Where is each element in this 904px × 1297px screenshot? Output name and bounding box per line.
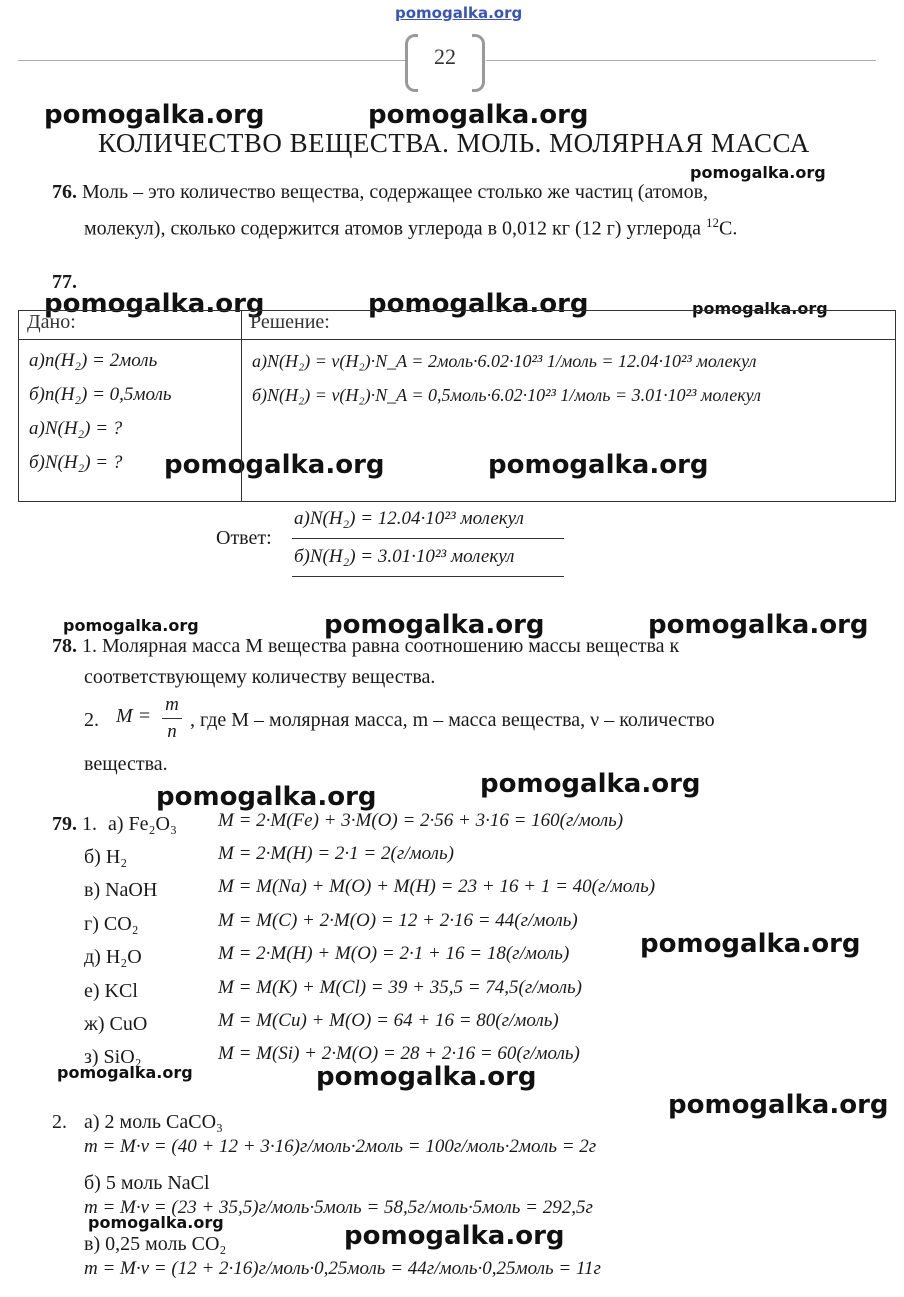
watermark: pomogalka.org xyxy=(480,769,701,799)
isotope-mass: 12 xyxy=(705,215,719,230)
mass-formula: m = M·ν = (12 + 2·16)г/моль·0,25моль = 44г/моль·0,25моль = 11г xyxy=(84,1258,601,1279)
fraction-bar xyxy=(162,718,182,719)
site-link[interactable]: pomogalka.org xyxy=(395,4,523,22)
given-item: а)N(H₂) = ? xyxy=(29,418,123,439)
compound-formula: M = 2·M(H) + M(O) = 2·1 + 16 = 18(г/моль) xyxy=(218,943,570,964)
problem-76-line2 xyxy=(84,207,737,245)
answer-rule xyxy=(292,538,564,539)
compound-formula: M = M(Na) + M(O) + M(H) = 23 + 16 + 1 = 40(г/моль) xyxy=(218,876,656,897)
watermark: pomogalka.org xyxy=(344,1221,565,1251)
watermark: pomogalka.org xyxy=(63,616,199,635)
compound-formula: M = M(K) + M(Cl) = 39 + 35,5 = 74,5(г/моль) xyxy=(218,977,582,998)
part-number: 2. xyxy=(52,1111,67,1133)
compound-label: г) CO₂ xyxy=(84,913,139,935)
watermark: pomogalka.org xyxy=(88,1213,224,1232)
compound-label: з) SiO₂ xyxy=(84,1046,142,1068)
formula-lhs: M = xyxy=(116,705,152,727)
answer-label: Ответ: xyxy=(216,527,272,549)
problem-number: 77. xyxy=(52,271,77,293)
solution-list xyxy=(242,340,895,412)
problem-78-line1 xyxy=(52,630,679,662)
given-item: а)n(H₂) = 2моль xyxy=(29,350,158,371)
watermark: pomogalka.org xyxy=(324,610,545,640)
given-item: б)N(H₂) = ? xyxy=(29,452,123,473)
solution-line: б)N(H₂) = ν(H₂)·N_A = 0,5моль·6.02·10²³ 1/моль = 3.01·10²³ молекул xyxy=(252,385,761,405)
compound-formula: M = 2·M(H) = 2·1 = 2(г/моль) xyxy=(218,843,454,864)
given-list xyxy=(19,340,241,480)
answer-b: б)N(H₂) = 3.01·10²³ молекул xyxy=(294,546,515,567)
solution-line: а)N(H₂) = ν(H₂)·N_A = 2моль·6.02·10²³ 1/моль = 12.04·10²³ молекул xyxy=(252,351,757,371)
compound-label: б) H₂ xyxy=(84,846,128,868)
given-cell xyxy=(19,311,242,502)
compound-label: ж) CuO xyxy=(84,1013,148,1035)
answer-a: а)N(H₂) = 12.04·10²³ молекул xyxy=(294,508,524,529)
watermark: pomogalka.org xyxy=(692,299,828,318)
mass-formula: m = M·ν = (23 + 35,5)г/моль·5моль = 58,5г/моль·5моль = 292,5г xyxy=(84,1197,593,1218)
page-number: 22 xyxy=(434,44,456,69)
fraction xyxy=(162,694,182,743)
problem-number: 76. xyxy=(52,181,77,203)
problem-78-text-1: 1. Молярная масса М вещества равна соотношению массы вещества к xyxy=(82,635,680,657)
isotope-element: С. xyxy=(718,217,738,240)
fraction-denominator: n xyxy=(167,721,177,742)
problem-79-head xyxy=(52,808,97,840)
watermark: pomogalka.org xyxy=(668,1090,889,1120)
fraction-numerator: m xyxy=(165,694,179,715)
compound-formula: M = M(Cu) + M(O) = 64 + 16 = 80(г/моль) xyxy=(218,1010,559,1031)
header-rule-right xyxy=(486,60,876,61)
problem-78-item2-num: 2. xyxy=(84,709,99,731)
compound-label: а) Fe₂O₃ xyxy=(108,813,177,835)
watermark: pomogalka.org xyxy=(44,100,265,130)
mass-formula: m = M·ν = (40 + 12 + 3·16)г/моль·2моль = 100г/моль·2моль = 2г xyxy=(84,1136,597,1157)
watermark: pomogalka.org xyxy=(57,1063,193,1082)
watermark: pomogalka.org xyxy=(316,1062,537,1092)
watermark: pomogalka.org xyxy=(44,289,265,319)
compound-label: д) H₂O xyxy=(84,946,142,968)
page-title: КОЛИЧЕСТВО ВЕЩЕСТВА. МОЛЬ. МОЛЯРНАЯ МАССА xyxy=(98,128,810,158)
compound-label: в) NaOH xyxy=(84,879,158,901)
problem-76-text-1: Моль – это количество вещества, содержащее столько же частиц (атомов, xyxy=(82,181,709,203)
compound-formula: M = M(Si) + 2·M(O) = 28 + 2·16 = 60(г/моль) xyxy=(218,1043,580,1064)
watermark: pomogalka.org xyxy=(164,450,385,480)
watermark: pomogalka.org xyxy=(690,163,826,182)
problem-78-text-2: соответствующему количеству вещества. xyxy=(84,666,436,688)
solution-cell xyxy=(242,311,896,502)
problem-number: 79. xyxy=(52,813,77,835)
page-number-frame xyxy=(405,34,485,86)
compound-formula: M = M(C) + 2·M(O) = 12 + 2·16 = 44(г/моль) xyxy=(218,910,578,931)
part-number: 1. xyxy=(82,813,97,835)
mass-label: б) 5 моль NaCl xyxy=(84,1172,210,1194)
problem-78-text-3: , где М – молярная масса, m – масса вещества, ν – количество xyxy=(190,709,715,731)
problem-number: 78. xyxy=(52,635,77,657)
problem-78-text-4: вещества. xyxy=(84,753,168,775)
given-item: б)n(H₂) = 0,5моль xyxy=(29,384,172,405)
mass-label: в) 0,25 моль CO₂ xyxy=(84,1233,227,1255)
watermark: pomogalka.org xyxy=(368,100,589,130)
given-header: Дано: xyxy=(19,311,241,340)
watermark: pomogalka.org xyxy=(488,450,709,480)
mass-label: а) 2 моль CaCO₃ xyxy=(84,1111,224,1133)
header-rule-left xyxy=(18,60,405,61)
compound-formula: M = 2·M(Fe) + 3·M(O) = 2·56 + 3·16 = 160(г/моль) xyxy=(218,810,624,831)
problem-76-text-2: молекул), сколько содержится атомов углерода в 0,012 кг (12 г) углерода xyxy=(84,217,706,240)
compound-label: е) KCl xyxy=(84,980,138,1002)
answer-rule xyxy=(292,576,564,577)
problem-76-line1 xyxy=(52,176,708,208)
watermark: pomogalka.org xyxy=(640,929,861,959)
watermark: pomogalka.org xyxy=(648,610,869,640)
watermark: pomogalka.org xyxy=(156,782,377,812)
given-solution-table xyxy=(18,310,896,502)
watermark: pomogalka.org xyxy=(368,289,589,319)
solution-header: Решение: xyxy=(242,311,895,340)
